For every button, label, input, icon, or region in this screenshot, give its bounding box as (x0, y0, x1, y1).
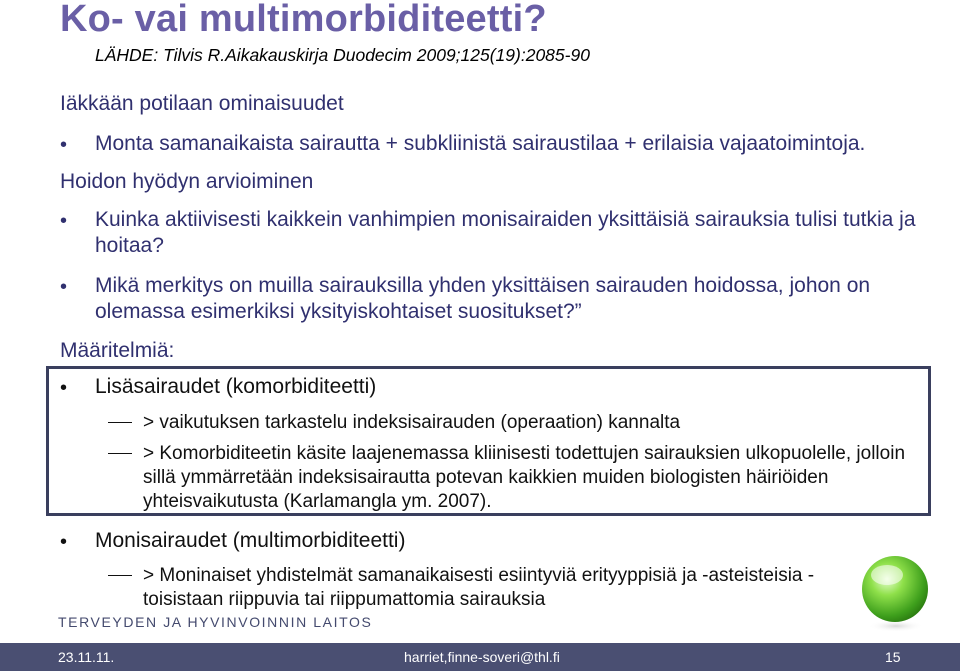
definition-comorbidity: Lisäsairaudet (komorbiditeetti) (95, 375, 377, 398)
heading-elderly-patient: Iäkkään potilaan ominaisuudet (60, 92, 344, 115)
slide-title: Ko- vai multimorbiditeetti? (60, 0, 547, 40)
bullet-icon: • (60, 134, 68, 156)
bullet-how-actively: Kuinka aktiivisesti kaikkein vanhimpien monisairaiden yksittäisiä sairauksia tulisi tutkia ja hoitaa? (95, 208, 916, 257)
dash-icon (108, 453, 132, 454)
bullet-multiple-diseases: Monta samanaikaista sairautta + subkliinistä sairaustilaa + erilaisia vajaatoimintoja. (95, 132, 866, 155)
bullet-icon: • (60, 210, 68, 232)
heading-treatment-benefit: Hoidon hyödyn arvioiminen (60, 170, 314, 193)
bullet-icon: • (60, 377, 68, 399)
bullet-what-significance: Mikä merkitys on muilla sairauksilla yhden yksittäisen sairauden hoidossa, johon on olemassa esimerkiksi yksityiskohtaiset suositukset?” (95, 274, 871, 323)
comorbidity-sub-1: > vaikutuksen tarkastelu indeksisairauden (operaation) kannalta (143, 412, 681, 433)
bullet-icon: • (60, 531, 68, 553)
bullet-icon: • (60, 276, 68, 298)
dash-icon (108, 575, 132, 576)
institute-logo: TERVEYDEN JA HYVINVOINNIN LAITOS (58, 614, 373, 630)
footer-email: harriet,finne-soveri@thl.fi (404, 649, 560, 665)
heading-definitions: Määritelmiä: (60, 339, 175, 362)
definition-multimorbidity: Monisairaudet (multimorbiditeetti) (95, 529, 406, 552)
source-citation: LÄHDE: Tilvis R.Aikakauskirja Duodecim 2009;125(19):2085-90 (95, 45, 590, 65)
comorbidity-sub-2: > Komorbiditeetin käsite laajenemassa kliinisesti todettujen sairauksien ulkopuolelle, jolloin sillä ymmärretään indeksisairautta potevan kaikkien muiden biologisten häiriöiden yhteisvaikutusta (Karlamangla ym. 2007). (143, 443, 906, 512)
footer-date: 23.11.11. (58, 649, 115, 665)
dash-icon (108, 422, 132, 423)
multimorbidity-sub-1: > Moninaiset yhdistelmät samanaikaisesti esiintyviä erityyppisiä ja -asteisteisia - toisistaan riippuvia tai riippumattomia sairauksia (143, 565, 815, 610)
green-orb-logo (858, 555, 932, 635)
footer-page-number: 15 (885, 649, 901, 665)
